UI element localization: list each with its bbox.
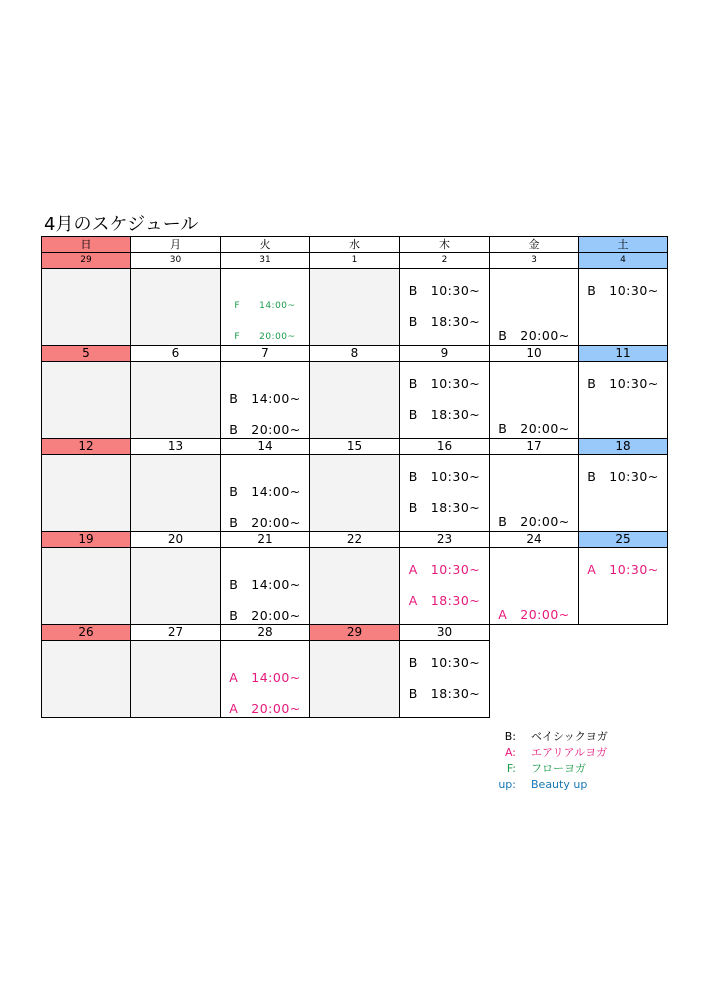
- date-cell: 29: [42, 253, 131, 269]
- class-slot: B 10:30~: [587, 376, 659, 391]
- date-cell: 4: [579, 253, 668, 269]
- class-slot: B 14:00~: [229, 391, 301, 406]
- schedule-cell: [490, 362, 579, 439]
- date-cell: 16: [400, 439, 490, 455]
- date-cell: 8: [310, 346, 400, 362]
- legend-code: B:: [504, 730, 516, 743]
- weekday-header: 火: [221, 237, 310, 253]
- date-cell: 11: [579, 346, 668, 362]
- class-slot: B 10:30~: [408, 283, 481, 298]
- legend-code: F:: [506, 762, 516, 775]
- date-row: [42, 532, 668, 548]
- date-row: [42, 439, 668, 455]
- date-cell: 9: [400, 346, 490, 362]
- legend-description: フローヨガ: [531, 762, 586, 775]
- class-slot: B 10:30~: [587, 469, 659, 484]
- page-title: 4月のスケジュール: [44, 214, 199, 235]
- schedule-cell: [579, 548, 668, 625]
- schedule-cell: [42, 455, 131, 532]
- weekday-header: 水: [310, 237, 400, 253]
- class-slot: B 14:00~: [229, 484, 301, 499]
- date-row: [42, 625, 668, 641]
- date-cell: 30: [400, 625, 490, 641]
- class-slot: A 20:00~: [498, 607, 570, 622]
- empty-cell: [579, 641, 668, 718]
- schedule-cell: [131, 362, 221, 439]
- class-slot: A 10:30~: [587, 562, 659, 577]
- schedule-cell: [221, 455, 310, 532]
- schedule-cell: [310, 548, 400, 625]
- class-slot: A 20:00~: [229, 701, 301, 716]
- schedule-cell: [400, 455, 490, 532]
- events-row: [42, 362, 668, 439]
- empty-cell: [579, 625, 668, 641]
- schedule-cell: [400, 548, 490, 625]
- class-slot: B 10:30~: [408, 469, 481, 484]
- schedule-cell: [490, 269, 579, 346]
- schedule-cell: [579, 455, 668, 532]
- schedule-cell: [400, 362, 490, 439]
- schedule-cell: [310, 641, 400, 718]
- schedule-cell: [221, 641, 310, 718]
- class-slot: B 10:30~: [587, 283, 659, 298]
- date-cell: 25: [579, 532, 668, 548]
- date-cell: 14: [221, 439, 310, 455]
- date-cell: 20: [131, 532, 221, 548]
- class-slot: B 20:00~: [229, 608, 301, 623]
- date-cell: 3: [490, 253, 579, 269]
- date-cell: 15: [310, 439, 400, 455]
- schedule-calendar: [41, 236, 668, 718]
- legend-code: A:: [504, 746, 516, 759]
- schedule-cell: [131, 269, 221, 346]
- weekday-header: 月: [131, 237, 221, 253]
- date-cell: 2: [400, 253, 490, 269]
- schedule-cell: [490, 548, 579, 625]
- legend-description: Beauty up: [531, 778, 588, 791]
- schedule-cell: [131, 548, 221, 625]
- class-slot: B 18:30~: [408, 407, 481, 422]
- date-cell: 6: [131, 346, 221, 362]
- class-slot: A 18:30~: [408, 593, 481, 608]
- weekday-header: 木: [400, 237, 490, 253]
- date-row: [42, 253, 668, 269]
- weekday-header: 金: [490, 237, 579, 253]
- schedule-cell: [490, 455, 579, 532]
- schedule-cell: [221, 269, 310, 346]
- schedule-cell: [131, 455, 221, 532]
- date-cell: 23: [400, 532, 490, 548]
- legend-code: up:: [498, 778, 516, 791]
- date-cell: 10: [490, 346, 579, 362]
- date-cell: 5: [42, 346, 131, 362]
- date-cell: 29: [310, 625, 400, 641]
- weekday-header: 土: [579, 237, 668, 253]
- schedule-cell: [42, 548, 131, 625]
- schedule-cell: [310, 455, 400, 532]
- date-cell: 30: [131, 253, 221, 269]
- date-cell: 28: [221, 625, 310, 641]
- class-slot: B 10:30~: [408, 655, 481, 670]
- class-slot: B 18:30~: [408, 686, 481, 701]
- date-cell: 1: [310, 253, 400, 269]
- date-cell: 17: [490, 439, 579, 455]
- class-slot: F 14:00~: [234, 301, 296, 311]
- class-slot: B 18:30~: [408, 500, 481, 515]
- schedule-cell: [400, 269, 490, 346]
- date-cell: 21: [221, 532, 310, 548]
- schedule-cell: [42, 362, 131, 439]
- weekday-header-row: [42, 237, 668, 253]
- empty-cell: [490, 625, 579, 641]
- date-cell: 22: [310, 532, 400, 548]
- class-slot: B 10:30~: [408, 376, 481, 391]
- schedule-cell: [131, 641, 221, 718]
- class-slot: B 20:00~: [229, 422, 301, 437]
- legend-description: エアリアルヨガ: [531, 746, 608, 759]
- class-slot: A 10:30~: [408, 562, 481, 577]
- schedule-cell: [221, 548, 310, 625]
- events-row: [42, 455, 668, 532]
- weekday-header: 日: [42, 237, 131, 253]
- events-row: [42, 641, 668, 718]
- class-slot: B 20:00~: [498, 514, 570, 529]
- date-cell: 24: [490, 532, 579, 548]
- events-row: [42, 548, 668, 625]
- date-row: [42, 346, 668, 362]
- legend-description: ベイシックヨガ: [531, 730, 608, 743]
- date-cell: 31: [221, 253, 310, 269]
- date-cell: 7: [221, 346, 310, 362]
- class-slot: B 20:00~: [498, 421, 570, 436]
- date-cell: 12: [42, 439, 131, 455]
- class-slot: A 14:00~: [229, 670, 301, 685]
- date-cell: 18: [579, 439, 668, 455]
- events-row: [42, 269, 668, 346]
- schedule-cell: [310, 362, 400, 439]
- class-slot: B 18:30~: [408, 314, 481, 329]
- schedule-cell: [42, 269, 131, 346]
- date-cell: 19: [42, 532, 131, 548]
- date-cell: 26: [42, 625, 131, 641]
- class-slot: B 14:00~: [229, 577, 301, 592]
- class-slot: B 20:00~: [498, 328, 570, 343]
- class-slot: B 20:00~: [229, 515, 301, 530]
- schedule-cell: [579, 362, 668, 439]
- date-cell: 13: [131, 439, 221, 455]
- schedule-cell: [221, 362, 310, 439]
- schedule-cell: [310, 269, 400, 346]
- schedule-cell: [400, 641, 490, 718]
- date-cell: 27: [131, 625, 221, 641]
- schedule-cell: [579, 269, 668, 346]
- schedule-cell: [42, 641, 131, 718]
- class-slot: F 20:00~: [234, 332, 296, 342]
- empty-cell: [490, 641, 579, 718]
